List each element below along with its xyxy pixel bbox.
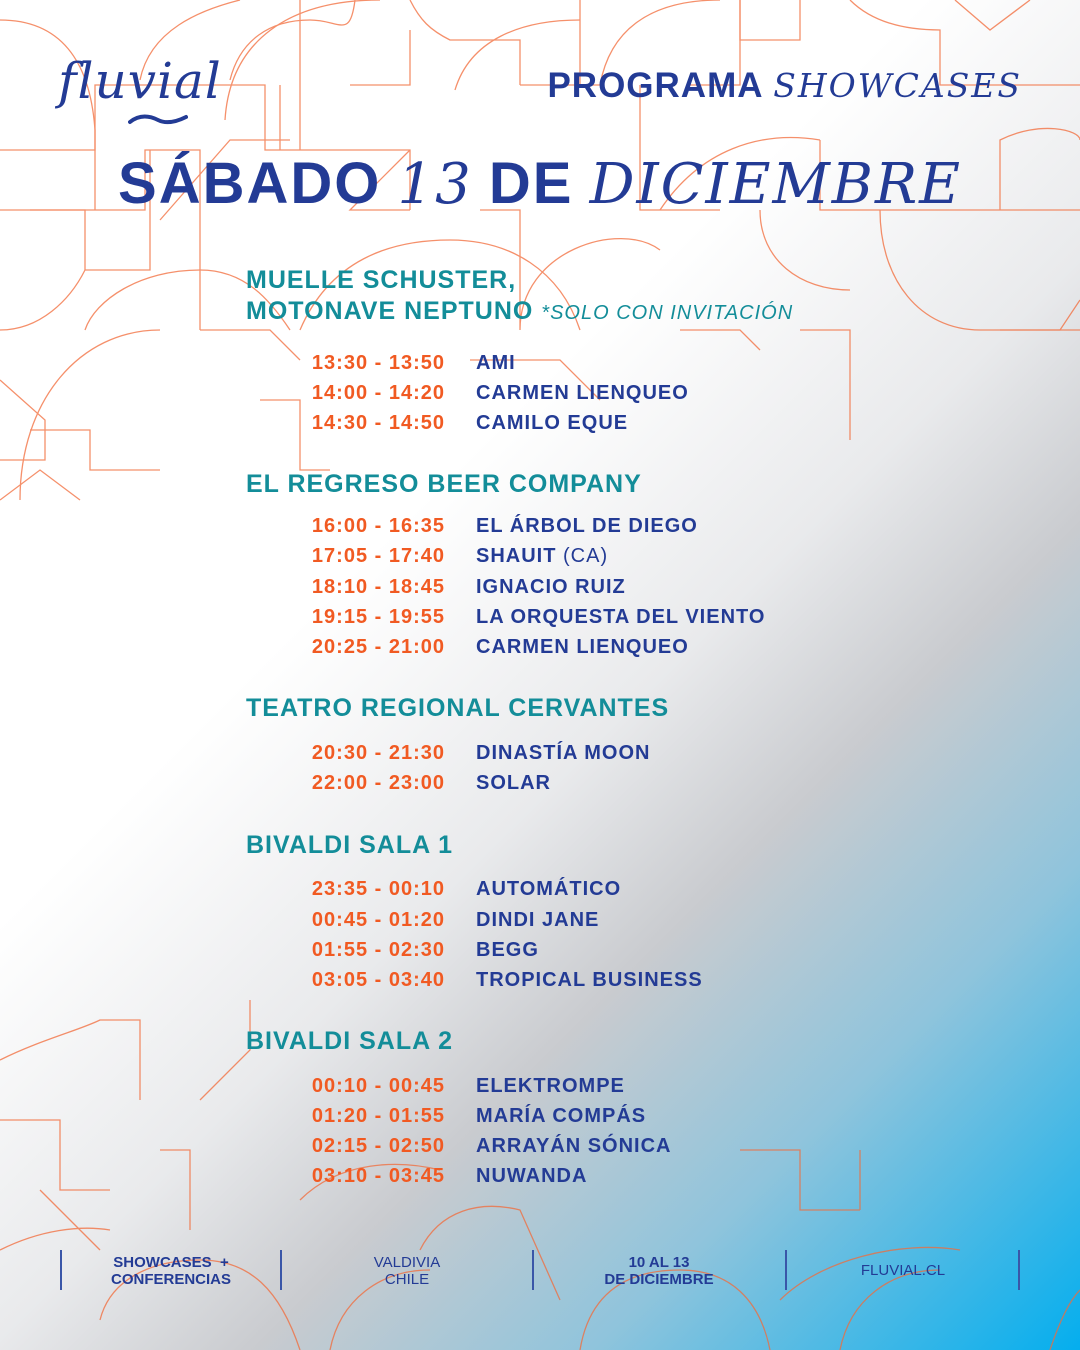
program-subtitle: SHOWCASES xyxy=(773,66,1022,105)
slot-artist: NUWANDA xyxy=(476,1165,588,1187)
footer-text: VALDIVIA xyxy=(373,1254,441,1271)
slot-artist: CARMEN LIENQUEO xyxy=(476,636,689,658)
venue-name: TEATRO REGIONAL CERVANTES xyxy=(246,694,670,722)
slot-time: 03:05 - 03:40 xyxy=(311,969,445,991)
slot-time: 20:30 - 21:30 xyxy=(311,742,445,764)
slot-time: 19:15 - 19:55 xyxy=(311,606,445,628)
slot-artist: CARMEN LIENQUEO xyxy=(476,382,689,404)
day-name: SÁBADO xyxy=(118,151,382,216)
program-title xyxy=(547,66,1022,106)
footer-text: CHILE xyxy=(384,1271,430,1288)
venue-heading-teatro-cervantes xyxy=(246,693,669,724)
venue-name-line1: MUELLE SCHUSTER, xyxy=(246,266,517,294)
footer-text: DE DICIEMBRE xyxy=(604,1271,714,1288)
slot-artist: AUTOMÁTICO xyxy=(476,878,622,900)
slot-time: 20:25 - 21:00 xyxy=(311,636,445,658)
slot-artist: EL ÁRBOL DE DIEGO xyxy=(476,515,698,537)
footer-website-link[interactable]: FLUVIAL.CL xyxy=(860,1262,946,1279)
footer-showcases-conferencias xyxy=(62,1254,280,1288)
day-number: 13 xyxy=(397,152,473,217)
month-name: DICIEMBRE xyxy=(589,152,962,217)
logo-text: fluvial xyxy=(58,52,222,110)
slot-artist: TROPICAL BUSINESS xyxy=(476,969,703,991)
venue-heading-bivaldi-sala-1 xyxy=(246,830,453,861)
slot-artist: BEGG xyxy=(476,939,539,961)
slot-artist: ARRAYÁN SÓNICA xyxy=(476,1135,672,1157)
date-heading xyxy=(0,150,1080,217)
slot-time: 00:10 - 00:45 xyxy=(311,1075,445,1097)
fluvial-logo xyxy=(58,52,222,110)
slot-artist: IGNACIO RUIZ xyxy=(476,576,626,598)
slot-time: 17:05 - 17:40 xyxy=(311,545,445,567)
slot-artist: DINDI JANE xyxy=(476,909,600,931)
slot-artist: LA ORQUESTA DEL VIENTO xyxy=(476,606,766,628)
venue-name: BIVALDI SALA 1 xyxy=(246,831,454,859)
slot-artist: DINASTÍA MOON xyxy=(476,742,651,764)
slot-time: 18:10 - 18:45 xyxy=(311,576,445,598)
footer-divider xyxy=(1018,1250,1020,1290)
artist-country: (CA) xyxy=(556,545,609,567)
artist-name: SHAUIT xyxy=(476,545,557,567)
program-label: PROGRAMA xyxy=(547,66,764,105)
venue-name: EL REGRESO BEER COMPANY xyxy=(246,470,642,498)
footer-text: CONFERENCIAS xyxy=(110,1271,231,1288)
slot-time: 16:00 - 16:35 xyxy=(311,515,445,537)
slot-time: 14:00 - 14:20 xyxy=(311,382,445,404)
venue-name-line2: MOTONAVE NEPTUNO xyxy=(246,297,534,325)
footer-bar xyxy=(0,1250,1080,1290)
slot-time: 01:55 - 02:30 xyxy=(311,939,445,961)
venue-heading-el-regreso xyxy=(246,469,642,500)
slot-artist: ELEKTROMPE xyxy=(476,1075,625,1097)
footer-dates xyxy=(534,1254,784,1288)
slot-time: 01:20 - 01:55 xyxy=(311,1105,445,1127)
footer-text: SHOWCASES + xyxy=(113,1254,229,1271)
venue-name: BIVALDI SALA 2 xyxy=(246,1027,454,1055)
slot-time: 00:45 - 01:20 xyxy=(311,909,445,931)
slot-artist: CAMILO EQUE xyxy=(476,412,629,434)
slot-time: 14:30 - 14:50 xyxy=(311,412,445,434)
invitation-note: *SOLO CON INVITACIÓN xyxy=(541,302,794,324)
date-de: DE xyxy=(488,151,574,216)
slot-artist: AMI xyxy=(476,352,516,374)
slot-artist: MARÍA COMPÁS xyxy=(476,1105,647,1127)
venue-heading-muelle-schuster xyxy=(246,265,793,329)
footer-text: 10 AL 13 xyxy=(628,1254,690,1271)
footer-location xyxy=(282,1254,532,1288)
slot-time: 23:35 - 00:10 xyxy=(311,878,445,900)
slot-time: 02:15 - 02:50 xyxy=(311,1135,445,1157)
slot-time: 03:10 - 03:45 xyxy=(311,1165,445,1187)
slot-time: 13:30 - 13:50 xyxy=(311,352,445,374)
wave-icon xyxy=(128,114,188,126)
slot-time: 22:00 - 23:00 xyxy=(311,772,445,794)
slot-artist: SOLAR xyxy=(476,772,551,794)
venue-heading-bivaldi-sala-2 xyxy=(246,1026,453,1057)
slot-artist xyxy=(476,545,608,568)
